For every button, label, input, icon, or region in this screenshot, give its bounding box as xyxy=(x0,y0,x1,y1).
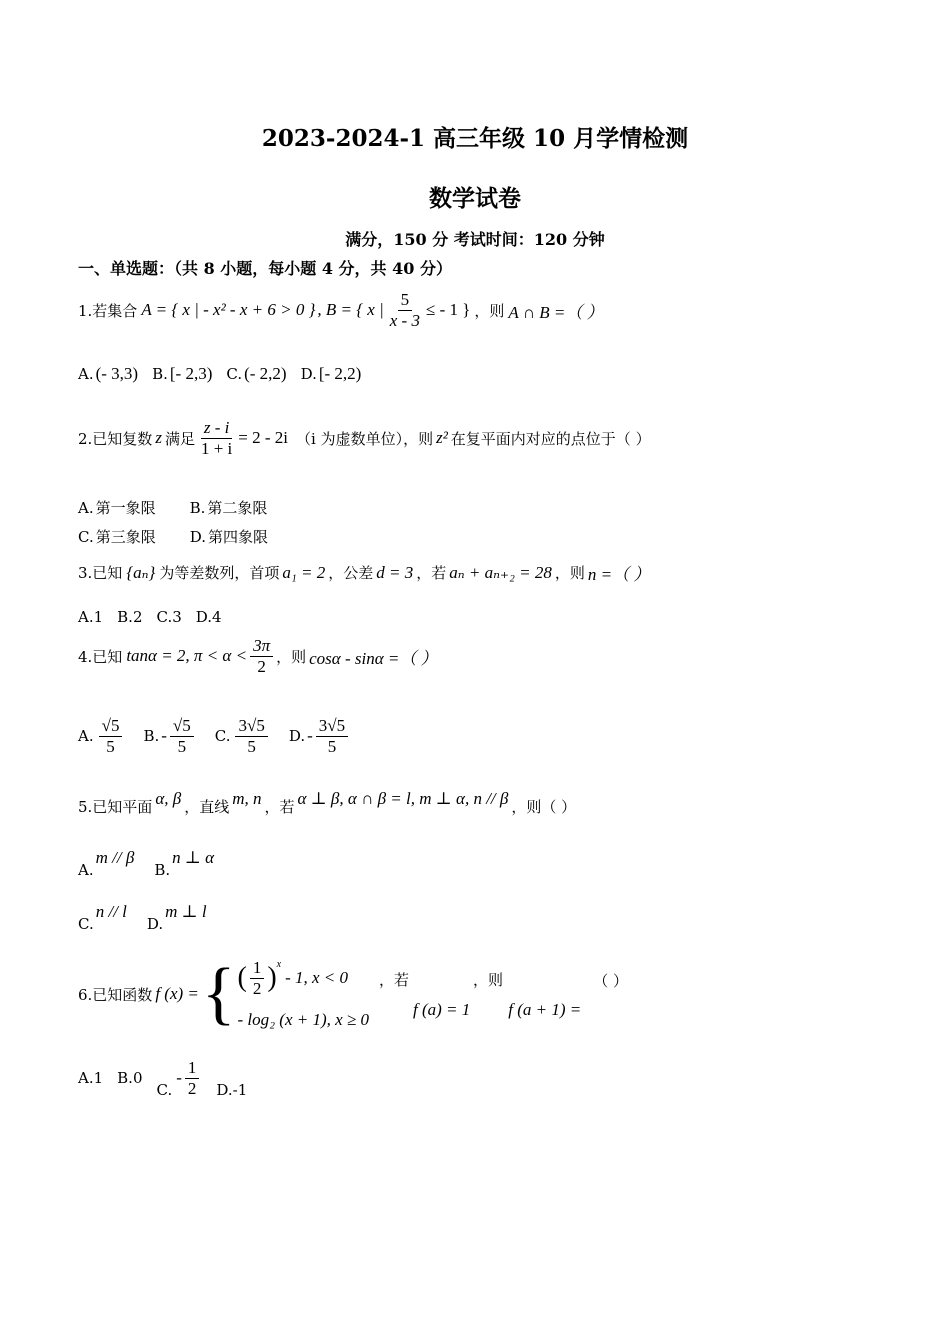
q4-option-c-label: C. xyxy=(214,727,231,746)
question-5 xyxy=(78,788,577,817)
q3-mid2: ，公差 xyxy=(328,564,374,582)
q1-prefix: 1.若集合 xyxy=(78,301,138,320)
q1-ask: A ∩ B =（ ） xyxy=(508,302,604,322)
q3-option-b-label: B. xyxy=(117,608,133,626)
q6-option-d-label: D. xyxy=(216,1081,233,1100)
q6-ask: f (a + 1) = xyxy=(508,999,582,1019)
q5-option-a-value: m // β xyxy=(95,848,135,867)
q2-options-row1 xyxy=(78,497,281,518)
q1-option-d[interactable] xyxy=(301,364,362,384)
q5-option-c-label: C. xyxy=(78,915,94,933)
q4-option-d[interactable] xyxy=(289,716,351,756)
q3-option-a-value: 1 xyxy=(93,608,104,626)
q4-cond: tanα = 2, π < α < xyxy=(126,646,248,666)
q6-option-b-value: 0 xyxy=(132,1069,143,1088)
q3-option-c-value: 3 xyxy=(172,608,182,626)
q1-set-a: A = { x | - x² - x + 6 > 0 } xyxy=(141,300,316,320)
q5-option-d[interactable] xyxy=(146,902,207,933)
q5-lines: m, n xyxy=(232,788,262,808)
section-heading: 一、单选题：（共 8 小题，每小题 4 分，共 40 分） xyxy=(78,259,452,278)
q2-prefix: 2.已知复数 xyxy=(78,429,153,448)
q6-function: f (x) = xyxy=(155,984,199,1004)
q4-option-d-sign: - xyxy=(307,726,313,746)
q4-option-c[interactable] xyxy=(215,716,271,756)
q2-frac-num: z - i xyxy=(201,418,233,439)
q4-option-a-label: A. xyxy=(78,727,94,746)
q4-option-c-num: 3√5 xyxy=(235,716,267,737)
q1-option-a-label: A. xyxy=(78,365,94,383)
q1-frac-den: x - 3 xyxy=(389,310,420,330)
q3-mid1: 为等差数列，首项 xyxy=(159,564,280,582)
q1-frac-num: 5 xyxy=(398,290,413,311)
q2-option-a[interactable] xyxy=(78,497,156,518)
q6-case1-fraction xyxy=(250,958,265,998)
exam-subject: 数学试卷 xyxy=(429,185,521,212)
q5-mid1: ，直线 xyxy=(184,798,230,816)
q5-planes: α, β xyxy=(155,788,182,808)
q4-option-d-den: 5 xyxy=(327,736,337,756)
q6-option-b-label: B. xyxy=(117,1069,133,1088)
q6-cond: f (a) = 1 xyxy=(413,999,471,1019)
q2-fraction xyxy=(198,418,235,458)
q6-option-a-value: 1 xyxy=(93,1069,104,1088)
q5-prefix: 5.已知平面 xyxy=(78,798,153,816)
q5-tail: ，则（ ） xyxy=(511,798,577,816)
q3-option-c[interactable] xyxy=(157,608,182,626)
q4-option-c-fraction xyxy=(235,716,267,756)
q3-seq: {aₙ} xyxy=(126,562,156,582)
q4-option-a-fraction xyxy=(99,716,123,756)
q6-option-c-num: 1 xyxy=(185,1058,200,1079)
q3-option-b-value: 2 xyxy=(132,608,143,626)
q2-option-d-value: 第四象限 xyxy=(208,528,269,546)
question-1 xyxy=(78,290,604,330)
q6-brace-icon: { xyxy=(201,955,236,1033)
q4-prefix: 4.已知 xyxy=(78,647,123,666)
q4-option-b-label: B. xyxy=(143,727,160,746)
q6-paren: （ ） xyxy=(593,971,629,990)
q6-case1-exp: x xyxy=(276,958,282,970)
q6-case-2: - log₂ (x + 1), x ≥ 0 xyxy=(237,1010,369,1030)
q6-option-c[interactable] xyxy=(157,1058,203,1098)
q4-option-a[interactable] xyxy=(78,716,125,756)
q3-mid4: ，则 xyxy=(554,564,585,582)
q5-option-c-value: n // l xyxy=(95,902,127,921)
q6-option-c-label: C. xyxy=(156,1081,173,1100)
q2-var: z xyxy=(155,428,162,448)
q2-option-d-label: D. xyxy=(189,527,206,546)
q1-option-c-label: C. xyxy=(226,365,243,383)
q6-option-d-value: -1 xyxy=(232,1081,248,1100)
q2-mid: 满足 xyxy=(164,429,195,448)
q1-fraction xyxy=(387,290,423,330)
q6-option-b[interactable] xyxy=(117,1069,142,1087)
exam-title: 2023-2024-1 高三年级 10 月学情检测 xyxy=(261,125,689,152)
q6-option-a-label: A. xyxy=(78,1069,94,1088)
q1-options xyxy=(78,364,375,384)
q2-option-c-label: C. xyxy=(78,527,94,546)
q2-options-row2 xyxy=(78,526,282,547)
q5-option-b-label: B. xyxy=(154,861,171,879)
q1-option-d-label: D. xyxy=(300,365,317,383)
q5-options-row1 xyxy=(78,848,228,879)
q2-z2: z² xyxy=(436,428,448,448)
q6-case1-num: 1 xyxy=(250,958,265,979)
q4-option-b-fraction xyxy=(170,716,194,756)
q3-a1: a₁ = 2 xyxy=(282,562,326,582)
q4-options xyxy=(78,716,365,756)
q2-frac-den: 1 + i xyxy=(200,438,233,458)
q2-option-c[interactable] xyxy=(78,526,156,547)
q4-option-d-label: D. xyxy=(288,727,306,746)
q5-option-c[interactable] xyxy=(78,902,127,933)
q5-option-b[interactable] xyxy=(154,848,215,879)
q6-option-d[interactable] xyxy=(216,1069,248,1100)
q3-option-b[interactable] xyxy=(117,608,142,626)
q4-option-b[interactable] xyxy=(143,716,196,756)
question-2 xyxy=(78,418,651,458)
q2-option-b-label: B. xyxy=(189,498,206,517)
q2-rhs: = 2 - 2i xyxy=(238,428,288,448)
q5-cond: α ⊥ β, α ∩ β = l, m ⊥ α, n // β xyxy=(297,788,509,808)
q6-prefix: 6.已知函数 xyxy=(78,985,153,1004)
q1-set-b-suffix: ≤ - 1 } xyxy=(425,300,471,320)
q6-option-c-sign: - xyxy=(176,1068,182,1088)
q1-option-c[interactable] xyxy=(226,364,286,384)
q3-options xyxy=(78,608,236,626)
q1-then: ，则 xyxy=(474,301,505,320)
q6-case1-den: 2 xyxy=(252,978,262,998)
q3-cond: aₙ + aₙ₊₂ = 28 xyxy=(449,562,552,582)
q6-option-c-den: 2 xyxy=(187,1078,197,1098)
q1-set-b-prefix: , B = { x | xyxy=(317,300,384,320)
q5-option-d-value: m ⊥ l xyxy=(165,902,207,921)
q3-mid3: ，若 xyxy=(416,564,447,582)
q4-fraction xyxy=(250,636,273,676)
q3-option-c-label: C. xyxy=(156,608,173,626)
q4-option-b-den: 5 xyxy=(177,736,187,756)
question-6 xyxy=(78,955,629,1033)
q5-option-b-value: n ⊥ α xyxy=(172,848,215,867)
q4-ask: cosα - sinα =（ ） xyxy=(309,648,438,668)
q2-option-b[interactable] xyxy=(190,497,268,518)
q3-option-a[interactable] xyxy=(78,608,103,626)
q2-option-a-label: A. xyxy=(78,498,94,517)
q4-option-a-den: 5 xyxy=(106,736,115,756)
q1-option-a[interactable] xyxy=(78,364,138,384)
q6-case1-rest: - 1, x < 0 xyxy=(285,968,349,988)
q3-option-a-label: A. xyxy=(78,608,94,626)
q1-option-b-label: B. xyxy=(152,365,168,383)
q2-option-d[interactable] xyxy=(190,526,268,547)
q6-piecewise xyxy=(201,955,369,1033)
q4-option-b-num: √5 xyxy=(170,716,194,737)
q4-option-c-den: 5 xyxy=(247,736,256,756)
q2-option-a-value: 第一象限 xyxy=(95,499,156,517)
exam-info: 满分，150 分 考试时间：120 分钟 xyxy=(345,230,605,249)
q4-mid: ，则 xyxy=(276,647,307,666)
q1-option-d-value: [- 2,2) xyxy=(318,364,362,383)
q6-mid1: ，若 xyxy=(379,970,410,989)
q3-option-d-label: D. xyxy=(195,608,213,626)
q6-option-c-fraction xyxy=(185,1058,200,1098)
q4-option-d-num: 3√5 xyxy=(316,716,348,737)
q1-option-b[interactable] xyxy=(152,364,212,384)
q5-option-d-label: D. xyxy=(146,915,164,933)
q5-options-row2 xyxy=(78,902,221,933)
q6-mid2: ，则 xyxy=(473,970,504,989)
q3-ask: n =（ ） xyxy=(587,565,651,584)
q2-suffix: （i 为虚数单位），则 xyxy=(296,429,434,448)
q4-frac-num: 3π xyxy=(250,636,273,657)
question-4 xyxy=(78,636,438,676)
q3-d: d = 3 xyxy=(376,562,414,582)
q5-option-a[interactable] xyxy=(78,848,135,879)
q1-option-b-value: [- 2,3) xyxy=(169,364,213,383)
q2-option-c-value: 第三象限 xyxy=(95,528,156,546)
q3-prefix: 3.已知 xyxy=(78,564,123,582)
q6-option-a[interactable] xyxy=(78,1069,103,1087)
q6-case-1: ( $\frac{1}{2}$ ) $^x$ - 1, x < 0 xyxy=(237,958,349,998)
q2-option-b-value: 第二象限 xyxy=(207,499,268,517)
q1-option-a-value: (- 3,3) xyxy=(95,364,139,383)
q5-mid2: ，若 xyxy=(264,798,295,816)
q1-option-c-value: (- 2,2) xyxy=(244,364,287,383)
question-3 xyxy=(78,560,650,585)
q4-option-d-fraction xyxy=(316,716,348,756)
q2-tail: 在复平面内对应的点位于（ ） xyxy=(450,429,651,448)
q4-option-a-num: √5 xyxy=(99,716,123,737)
q3-option-d-value: 4 xyxy=(212,608,222,626)
q4-frac-den: 2 xyxy=(257,656,266,676)
q6-options xyxy=(78,1058,261,1098)
q4-option-b-sign: - xyxy=(161,726,167,746)
q5-option-a-label: A. xyxy=(78,861,94,879)
q3-option-d[interactable] xyxy=(196,608,222,626)
